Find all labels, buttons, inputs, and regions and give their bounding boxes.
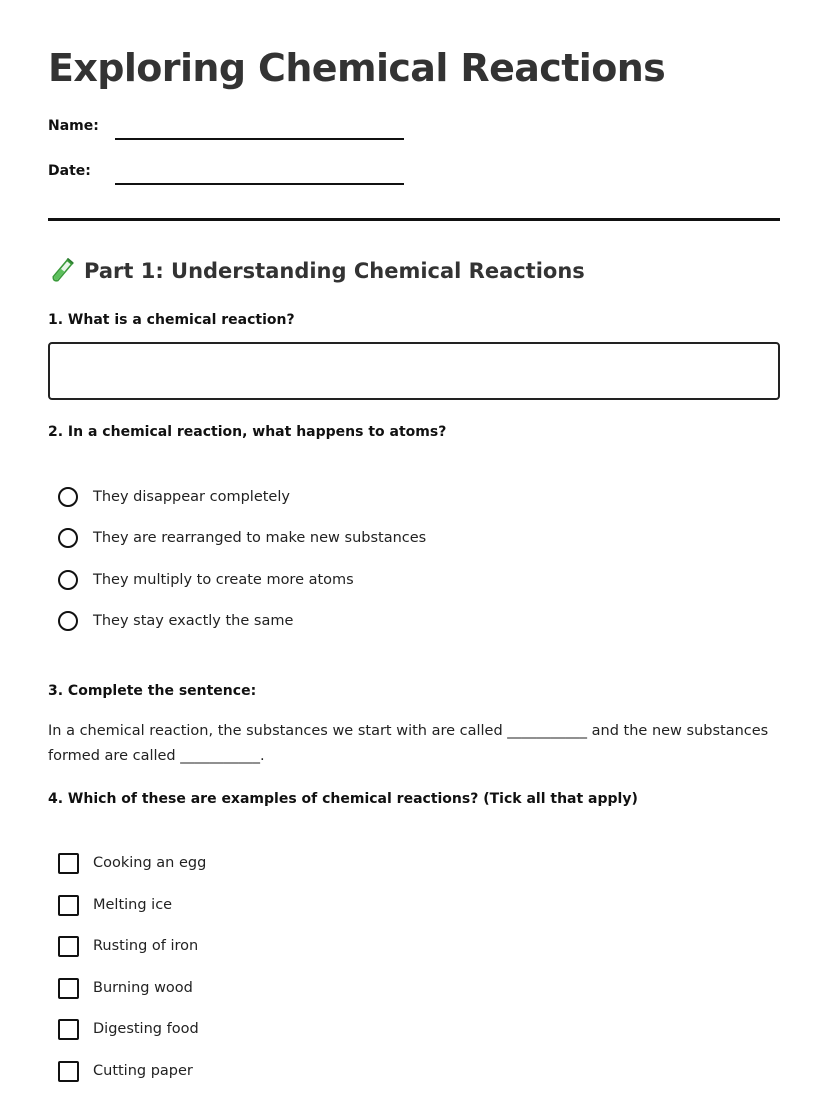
q2-option-label: They stay exactly the same: [93, 613, 294, 629]
radio-button[interactable]: [58, 487, 78, 507]
checkbox[interactable]: [58, 936, 79, 957]
header-divider: [48, 218, 780, 221]
part1-title: Part 1: Understanding Chemical Reactions: [84, 259, 585, 283]
question-3-sentence: In a chemical reaction, the substances we start with are called ___________ and the new substances formed are called ___________.: [48, 723, 769, 764]
test-tube-icon: [48, 256, 76, 286]
q4-option-label: Cutting paper: [93, 1063, 193, 1079]
q2-option-label: They are rearranged to make new substances: [93, 530, 427, 546]
checkbox[interactable]: [58, 978, 79, 999]
date-field-row: [48, 163, 448, 189]
q2-option[interactable]: [58, 608, 293, 634]
radio-button[interactable]: [58, 528, 78, 548]
question-1-answer-box[interactable]: [48, 342, 780, 400]
name-label: Name:: [48, 118, 99, 134]
part1-heading: [48, 256, 585, 286]
q4-option[interactable]: [58, 933, 198, 959]
radio-button[interactable]: [58, 611, 78, 631]
date-blank-line[interactable]: [115, 183, 404, 185]
q4-option[interactable]: [58, 892, 172, 918]
date-label: Date:: [48, 163, 91, 179]
q4-option-label: Digesting food: [93, 1021, 199, 1037]
q4-option-label: Melting ice: [93, 897, 173, 913]
question-4: 4. Which of these are examples of chemical reactions? (Tick all that apply): [48, 791, 638, 807]
question-3: 3. Complete the sentence:: [48, 683, 257, 699]
q4-option[interactable]: [58, 1058, 193, 1084]
radio-button[interactable]: [58, 570, 78, 590]
q4-option-label: Burning wood: [93, 980, 193, 996]
question-2: 2. In a chemical reaction, what happens to atoms?: [48, 424, 447, 440]
q2-option[interactable]: [58, 567, 354, 593]
name-field-row: [48, 118, 448, 144]
checkbox[interactable]: [58, 1061, 79, 1082]
q4-option-label: Rusting of iron: [93, 938, 199, 954]
name-blank-line[interactable]: [115, 138, 404, 140]
q2-option-label: They multiply to create more atoms: [93, 572, 354, 588]
checkbox[interactable]: [58, 895, 79, 916]
worksheet-title: Exploring Chemical Reactions: [48, 46, 666, 90]
checkbox[interactable]: [58, 853, 79, 874]
q4-option[interactable]: [58, 850, 206, 876]
q4-option[interactable]: [58, 975, 193, 1001]
q2-option-label: They disappear completely: [93, 489, 290, 505]
question-1: 1. What is a chemical reaction?: [48, 312, 295, 328]
q2-option[interactable]: [58, 525, 426, 551]
q2-option[interactable]: [58, 484, 290, 510]
q4-option-label: Cooking an egg: [93, 855, 207, 871]
q4-option[interactable]: [58, 1016, 199, 1042]
checkbox[interactable]: [58, 1019, 79, 1040]
